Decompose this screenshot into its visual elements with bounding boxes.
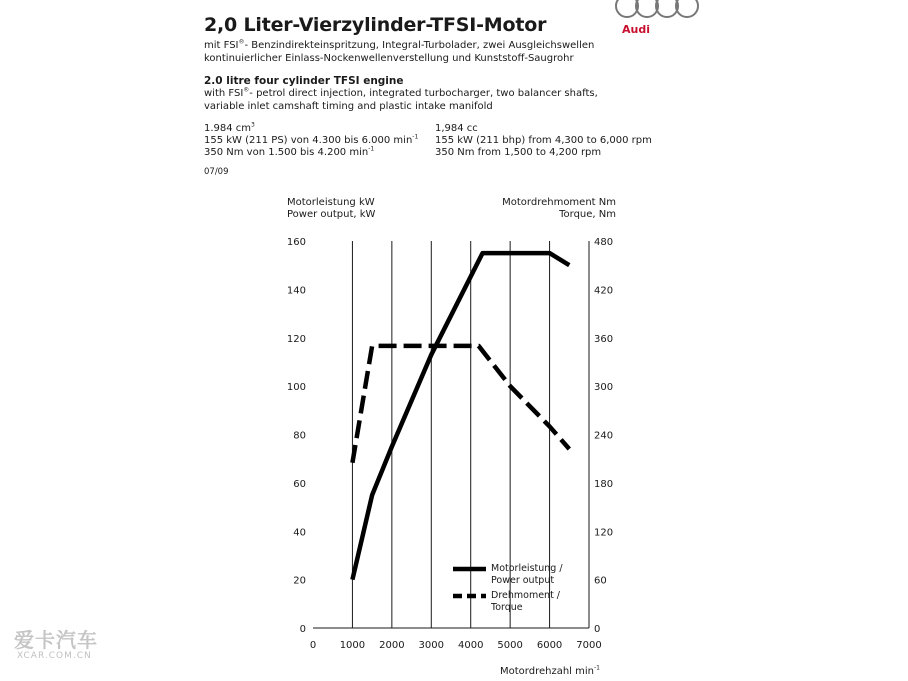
y-left-tick-label: 100 (286, 382, 306, 394)
y-right-tick-label: 240 (594, 430, 614, 442)
y-right-tick-label: 180 (594, 478, 614, 490)
chart-series (352, 253, 569, 580)
y-left-tick-label: 0 (299, 624, 306, 635)
watermark-logo: 爱卡汽车 (14, 628, 98, 652)
x-tick-label: 6000 (536, 640, 563, 651)
subtitle-german: mit FSI®- Benzindirekteinspritzung, Integral-Turbolader, zwei Ausgleichswellen kontinuierlicher Einlass-Nockenwellenverstellung und Kunststoff-Saugrohr (204, 38, 595, 64)
y-left-tick-label: 60 (293, 478, 306, 490)
y-left-tick-label: 160 (286, 237, 306, 248)
x-tick-label: 2000 (379, 640, 405, 651)
brand-name: Audi (622, 23, 650, 36)
specs-english: 1,984 cc 155 kW (211 bhp) from 4,300 to 6,000 rpm 350 Nm from 1,500 to 4,200 rpm (435, 123, 652, 158)
subtitle-english: with FSI®- petrol direct injection, integrated turbocharger, two balancer shafts, variable inlet camshaft timing and plastic intake manifold (204, 86, 598, 112)
y-right-tick-label: 60 (594, 575, 607, 587)
specs-german: 1.984 $cm^3$ 155 kW (211 PS) von 4.300 bis 6.000 $\min^{-1}$ 350 Nm von 1.500 bis 4.200 $\min^{-1}$ (204, 121, 419, 158)
y-left-tick-label: 140 (286, 285, 306, 297)
x-tick-label: 1000 (339, 640, 366, 651)
x-tick-label: 0 (309, 640, 317, 651)
x-tick-label: 4000 (457, 640, 484, 651)
chart-legend (453, 569, 486, 596)
y-right-tick-label: 480 (594, 237, 614, 248)
y-right-tick-label: 300 (594, 382, 614, 394)
y-left-tick-label: 80 (293, 430, 306, 442)
legend-power-label: Motorleistung / Power output (491, 563, 563, 586)
torque-line (352, 346, 569, 463)
x-tick-label: 3000 (418, 640, 445, 651)
y-right-tick-label: 360 (594, 333, 614, 345)
y-right-tick-label: 120 (594, 527, 614, 539)
y-left-tick-label: 120 (286, 333, 306, 345)
date-label: 07/09 (204, 167, 229, 177)
x-axis-title: Motordrehzahl $\min^{-1}$ (500, 664, 600, 677)
watermark-url: XCAR.COM.CN (17, 651, 92, 661)
y-right-tick-label: 420 (594, 285, 614, 297)
x-tick-label: 7000 (576, 640, 602, 651)
subtitle-english-title: 2.0 litre four cylinder TFSI engine (204, 75, 404, 87)
left-axis-title: Motorleistung kW Power output, kW (287, 197, 376, 220)
right-axis-title: Motordrehmoment Nm Torque, Nm (502, 197, 616, 220)
page-title: 2,0 Liter-Vierzylinder-TFSI-Motor (204, 14, 547, 36)
y-left-tick-label: 20 (293, 575, 306, 587)
y-left-tick-label: 40 (293, 527, 306, 539)
x-tick-label: 5000 (497, 640, 523, 651)
y-right-tick-label: 0 (594, 624, 601, 635)
legend-torque-label: Drehmoment / Torque (491, 590, 561, 613)
